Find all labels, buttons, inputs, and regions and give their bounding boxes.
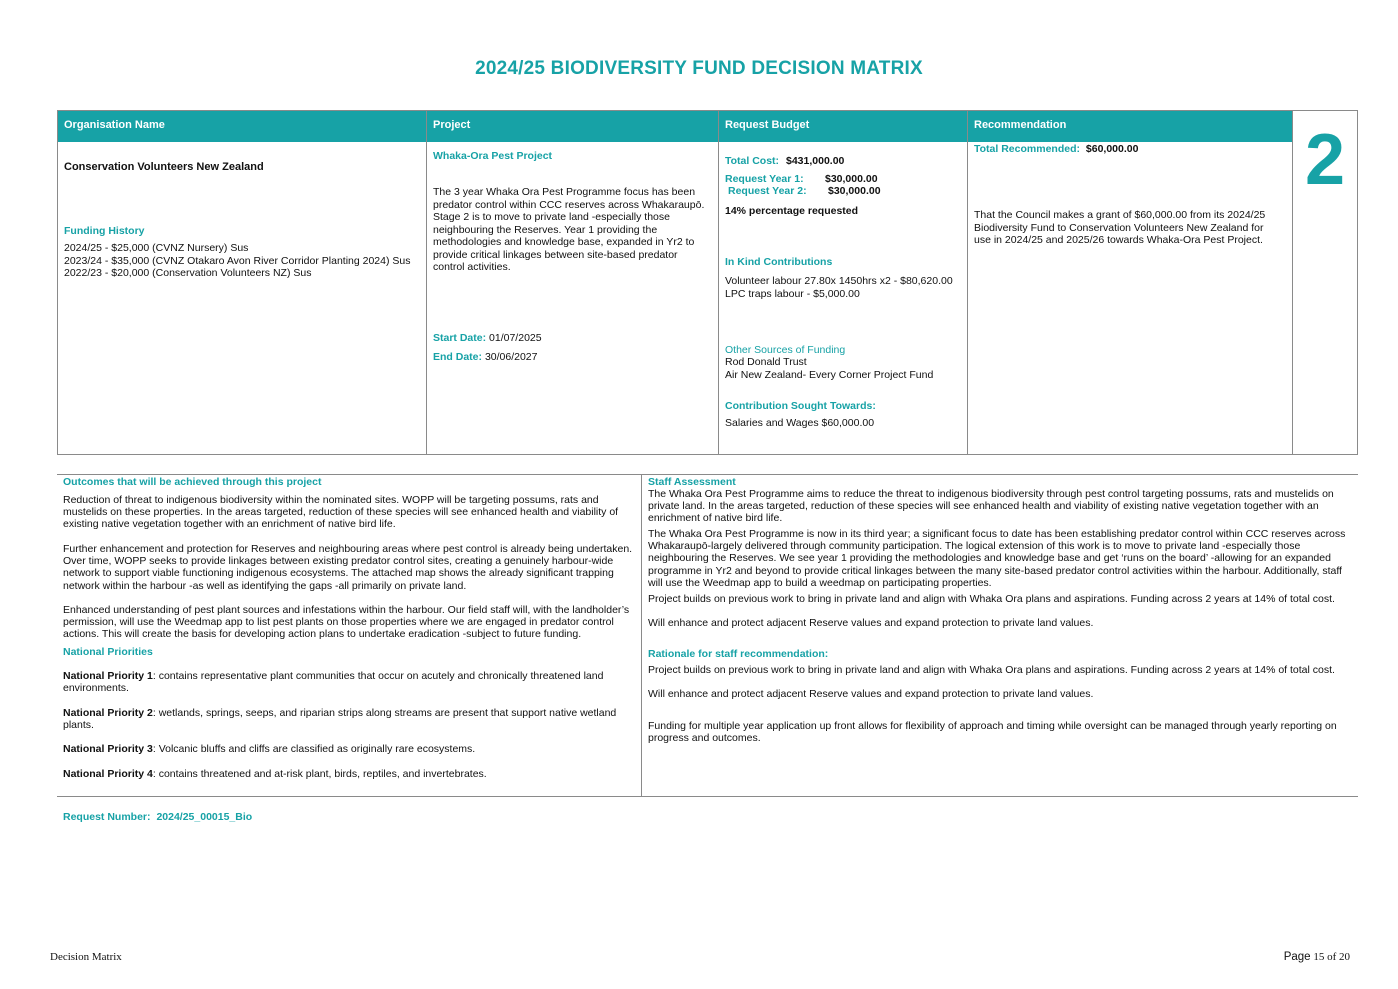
- request-number: [63, 811, 252, 823]
- in-kind-item: Volunteer labour 27.80x 1450hrs x2 - $80,620.00: [725, 275, 953, 287]
- other-source-item: Air New Zealand- Every Corner Project Fund: [725, 368, 934, 381]
- in-kind-label: In Kind Contributions: [725, 256, 833, 268]
- contribution-label: Contribution Sought Towards:: [725, 400, 876, 412]
- staff-assessment-paragraph: The Whaka Ora Pest Programme is now in its third year; a significant focus to date has been establishing predator control within CCC reserves across Whakaraupō-largely delivered through community participation. The logical extension of this work is to move to private land -especially those neighbouring the Reserves. We see year 1 providing the methodologies and knowledge base and get ‘runs on the board’ -allowing for an expanded programme in Yr2 and beyond to provide critical linkages between the many site-based predator control activities within the harbour. Additionally, staff will use the Weedmap app to build a weedmap on participating properties.: [648, 528, 1346, 589]
- outcomes-paragraph: Further enhancement and protection for Reserves and neighbouring areas where pest control is already being undertaken. Over time, WOPP seeks to provide linkages between existing predator control sites, creating a genuinely harbour-wide network to support viable functioning indigenous ecosystems. The attached map shows the already significant trapping network within the harbour -as well as identifying the gaps -all primarily on private land.: [63, 543, 633, 592]
- priority-text: : Volcanic bluffs and cliffs are classified as originally rare ecosystems.: [152, 743, 476, 755]
- other-sources-label: Other Sources of Funding: [725, 344, 846, 356]
- priority-item: [63, 707, 633, 731]
- staff-assessment-heading: Staff Assessment: [648, 476, 736, 488]
- in-kind-item: LPC traps labour - $5,000.00: [725, 287, 860, 300]
- recommendation-column: [967, 111, 1292, 454]
- year2-label: Request Year 2:: [728, 185, 807, 197]
- request-number-value: 2024/25_00015_Bio: [156, 811, 253, 823]
- priorities-heading: National Priorities: [63, 646, 153, 658]
- priority-item: [63, 670, 633, 694]
- page-number: [1284, 951, 1350, 963]
- total-recommended-value: $60,000.00: [1085, 143, 1139, 155]
- total-cost-value: $431,000.00: [785, 155, 845, 167]
- rationale-paragraph: Project builds on previous work to bring in private land and align with Whaka Ora plans and aspirations. Funding across 2 years at 14% of total cost.: [648, 664, 1335, 676]
- total-recommended-label: Total Recommended:: [974, 143, 1080, 155]
- start-date-label: Start Date:: [433, 332, 487, 344]
- priority-item: [63, 768, 633, 780]
- rationale-paragraph: Will enhance and protect adjacent Reserve values and expand protection to private land values.: [648, 688, 1094, 700]
- outcomes-paragraph: Reduction of threat to indigenous biodiversity within the nominated sites. WOPP will be targeting possums, rats and mustelids on these properties. In the areas targeted, reduction of these species will see enhanced health and viability of existing native vegetation together with an enrichment of native bird life.: [63, 494, 619, 531]
- year2-value: $30,000.00: [828, 185, 881, 197]
- total-cost-label: Total Cost:: [725, 155, 780, 167]
- outcomes-paragraph: Enhanced understanding of pest plant sources and infestations within the harbour. Our field staff will, with the landholder’s permission, will use the Weedmap app to list pest plants on those properties where we are engaged in predator control actions. This will create the basis for developing action plans to undertake eradication -subject to future funding.: [63, 604, 630, 641]
- decision-matrix-table: [57, 110, 1358, 455]
- lower-section-bottom-rule: [57, 796, 1358, 797]
- organisation-header: Organisation Name: [58, 111, 426, 142]
- funding-history-item: 2022/23 - $20,000 (Conservation Volunteers NZ) Sus: [64, 267, 312, 279]
- priority-label: National Priority 4: [63, 768, 153, 780]
- organisation-name: Conservation Volunteers New Zealand: [64, 161, 264, 173]
- year1-label: Request Year 1:: [725, 173, 804, 185]
- start-date: [433, 332, 542, 345]
- contribution-value: Salaries and Wages $60,000.00: [725, 417, 875, 429]
- end-date-value: 30/06/2027: [484, 351, 538, 363]
- recommendation-header: Recommendation: [968, 111, 1292, 142]
- priority-text: : wetlands, springs, seeps, and riparian strips along streams are present that support native wetland plants.: [63, 707, 617, 732]
- priority-item: [63, 743, 633, 755]
- project-description: The 3 year Whaka Ora Pest Programme focus has been predator control within CCC reserves across Whakaraupō. Stage 2 is to move to private land -especially those neighbouring the Reserves. Year 1 providing the methodologies and knowledge base, expanded in Yr2 to provide critical linkages between site-based predator control activities.: [433, 186, 705, 273]
- funding-history-label: Funding History: [64, 225, 145, 237]
- percentage-requested: 14% percentage requested: [725, 205, 859, 217]
- rationale-paragraph: Funding for multiple year application up front allows for flexibility of approach and timing while oversight can be managed through yearly reporting on progress and outcomes.: [648, 720, 1337, 745]
- priority-label: National Priority 1: [63, 670, 153, 682]
- project-name: Whaka-Ora Pest Project: [433, 150, 553, 162]
- priority-label: National Priority 3: [63, 743, 153, 755]
- budget-header: Request Budget: [719, 111, 967, 142]
- funding-history-item: 2024/25 - $25,000 (CVNZ Nursery) Sus: [64, 242, 249, 254]
- lower-section-divider: [641, 474, 642, 796]
- staff-assessment-paragraph: Project builds on previous work to bring in private land and align with Whaka Ora plans and aspirations. Funding across 2 years at 14% of total cost.: [648, 593, 1335, 605]
- outcomes-heading: Outcomes that will be achieved through this project: [63, 476, 322, 488]
- project-column: [426, 111, 718, 454]
- year1-value: $30,000.00: [825, 173, 878, 185]
- page-number-value: 15: [1313, 951, 1325, 963]
- project-header: Project: [427, 111, 718, 142]
- budget-column: [718, 111, 967, 454]
- priority-text: : contains threatened and at-risk plant, birds, reptiles, and invertebrates.: [152, 768, 487, 780]
- organisation-column: [58, 111, 426, 454]
- end-date: [433, 351, 538, 364]
- priority-label: National Priority 2: [63, 707, 153, 719]
- total-recommended: [974, 143, 1138, 156]
- total-cost: [725, 155, 844, 168]
- request-number-label: Request Number:: [63, 811, 151, 823]
- other-source-item: Rod Donald Trust: [725, 356, 807, 368]
- start-date-value: 01/07/2025: [489, 332, 542, 344]
- staff-assessment-paragraph: Will enhance and protect adjacent Reserve values and expand protection to private land values.: [648, 617, 1094, 629]
- page-title: 2024/25 BIODIVERSITY FUND DECISION MATRIX: [475, 58, 923, 79]
- lower-section-top-rule: [57, 474, 1358, 475]
- end-date-label: End Date:: [433, 351, 483, 363]
- footer-left: Decision Matrix: [50, 951, 122, 963]
- staff-assessment-paragraph: The Whaka Ora Pest Programme aims to reduce the threat to indigenous biodiversity through pest control targeting possums, rats and mustelids on private land. In the areas targeted, reduction of these species will see enhanced health and viability of existing native vegetation together with an enrichment of native bird life.: [648, 488, 1334, 525]
- funding-history-item: 2023/24 - $35,000 (CVNZ Otakaro Avon River Corridor Planting 2024) Sus: [64, 254, 411, 267]
- recommendation-text: That the Council makes a grant of $60,000.00 from its 2024/25 Biodiversity Fund to Conservation Volunteers New Zealand for use in 2024/25 and 2025/26 towards Whaka-Ora Pest Project.: [974, 209, 1266, 246]
- page-of: of 20: [1327, 951, 1350, 963]
- priority-text: : contains representative plant communities that occur on acutely and chronically threatened land environments.: [63, 670, 604, 695]
- page-label: Page: [1283, 951, 1311, 963]
- rationale-heading: Rationale for staff recommendation:: [648, 648, 829, 660]
- matrix-number: 2: [1304, 120, 1346, 200]
